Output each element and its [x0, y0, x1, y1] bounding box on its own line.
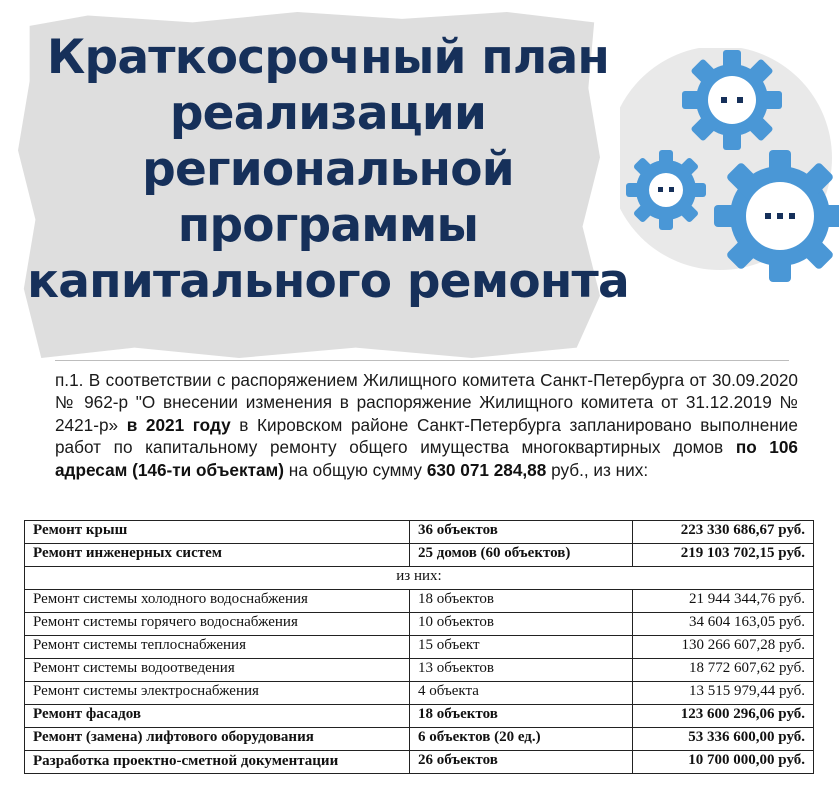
- page-title: [18, 30, 638, 310]
- table-row: [25, 659, 814, 682]
- work-cell: Ремонт (замена) лифтового оборудования: [25, 728, 410, 751]
- gears-icon: [620, 48, 839, 318]
- count-cell: 26 объектов: [410, 751, 633, 774]
- subheader-cell: из них:: [25, 567, 814, 590]
- work-cell: Ремонт крыш: [25, 521, 410, 544]
- count-cell: 6 объектов (20 ед.): [410, 728, 633, 751]
- intro-text: руб., из них:: [551, 459, 649, 480]
- count-cell: 36 объектов: [410, 521, 633, 544]
- table-row: [25, 544, 814, 567]
- cost-cell: 223 330 686,67 руб.: [633, 521, 814, 544]
- table-row: [25, 751, 814, 774]
- cost-cell: 10 700 000,00 руб.: [633, 751, 814, 774]
- work-cell: Разработка проектно-сметной документации: [25, 751, 410, 774]
- intro-text: на общую сумму: [288, 459, 423, 480]
- title-line: региональной: [142, 142, 514, 197]
- table-row: [25, 521, 814, 544]
- work-cell: Ремонт системы теплоснабжения: [25, 636, 410, 659]
- cost-cell: 13 515 979,44 руб.: [633, 682, 814, 705]
- cost-cell: 219 103 702,15 руб.: [633, 544, 814, 567]
- cost-cell: 130 266 607,28 руб.: [633, 636, 814, 659]
- table-row: [25, 728, 814, 751]
- repair-cost-table: [24, 520, 814, 774]
- table-row: [25, 682, 814, 705]
- count-cell: 13 объектов: [410, 659, 633, 682]
- intro-text: в Кировском районе Санкт-Петербурга запланировано выполнение работ по капитальному ремонту общего имущества многоквартирных домов: [55, 414, 798, 458]
- count-cell: 15 объект: [410, 636, 633, 659]
- work-cell: Ремонт системы горячего водоснабжения: [25, 613, 410, 636]
- cost-cell: 34 604 163,05 руб.: [633, 613, 814, 636]
- count-cell: 4 объекта: [410, 682, 633, 705]
- work-cell: Ремонт системы водоотведения: [25, 659, 410, 682]
- table-row: [25, 636, 814, 659]
- title-line: программы: [177, 198, 479, 253]
- cost-cell: 21 944 344,76 руб.: [633, 590, 814, 613]
- table-row: [25, 613, 814, 636]
- cost-cell: 18 772 607,62 руб.: [633, 659, 814, 682]
- count-cell: 18 объектов: [410, 590, 633, 613]
- title-line: капитального ремонта: [27, 254, 629, 309]
- table-row: [25, 705, 814, 728]
- intro-year: в 2021 году: [126, 414, 231, 435]
- intro-addresses: по 106 адресам (146-ти объектам): [55, 437, 798, 480]
- cost-cell: 123 600 296,06 руб.: [633, 705, 814, 728]
- work-cell: Ремонт системы холодного водоснабжения: [25, 590, 410, 613]
- cost-cell: 53 336 600,00 руб.: [633, 728, 814, 751]
- work-cell: Ремонт фасадов: [25, 705, 410, 728]
- work-cell: Ремонт инженерных систем: [25, 544, 410, 567]
- work-cell: Ремонт системы электроснабжения: [25, 682, 410, 705]
- title-line: Краткосрочный план: [46, 30, 610, 85]
- table-row: [25, 590, 814, 613]
- count-cell: 18 объектов: [410, 705, 633, 728]
- intro-text: п.1. В соответствии с распоряжением Жилищного комитета Санкт-Петербурга от 30.09.2020 № 962-р "О внесении изменения в распоряжение Жилищного комитета от 31.12.2019 № 2421-р»: [55, 370, 798, 435]
- title-line: реализации: [169, 86, 487, 141]
- intro-sum: 630 071 284,88: [426, 459, 547, 480]
- count-cell: 25 домов (60 объектов): [410, 544, 633, 567]
- divider: [55, 360, 789, 361]
- count-cell: 10 объектов: [410, 613, 633, 636]
- table-subheader-row: [25, 567, 814, 590]
- intro-paragraph: [55, 369, 798, 481]
